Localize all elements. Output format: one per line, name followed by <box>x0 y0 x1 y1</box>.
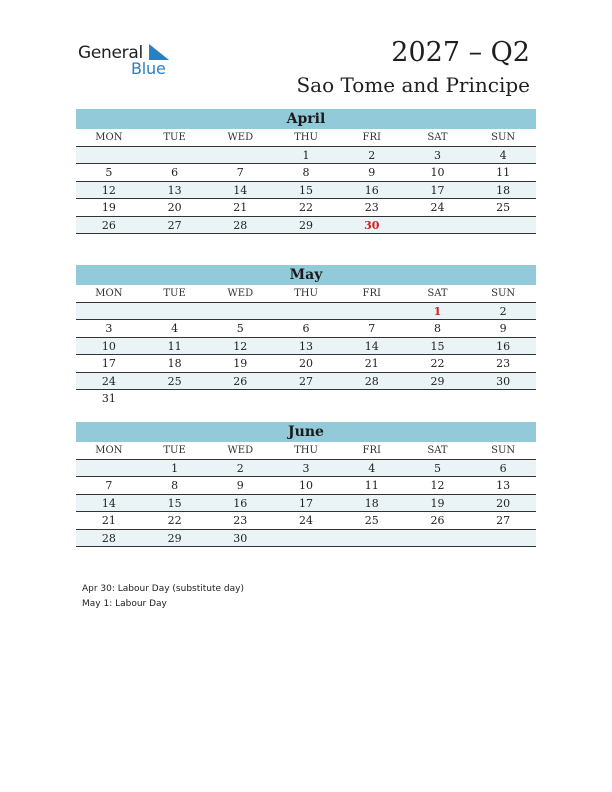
week-row <box>76 512 536 530</box>
day-cell: 26 <box>430 514 445 527</box>
country-subtitle: Sao Tome and Principe <box>296 73 530 97</box>
weekday-header-row <box>76 285 536 303</box>
day-cell: 4 <box>499 148 507 162</box>
week-row <box>76 477 536 495</box>
day-cell: 23 <box>496 357 511 370</box>
day-cell: 24 <box>299 514 314 527</box>
day-cell: 31 <box>101 392 116 405</box>
day-cell: 18 <box>496 183 511 197</box>
day-cell <box>142 303 208 320</box>
day-cell: 8 <box>302 166 310 179</box>
day-cell: 23 <box>233 514 248 527</box>
day-cell: 20 <box>167 201 182 214</box>
day-cell: 4 <box>171 322 179 335</box>
day-cell <box>273 303 339 320</box>
weekday-label: SUN <box>491 445 516 456</box>
day-cell: 29 <box>430 374 445 388</box>
weekday-label: WED <box>227 132 254 143</box>
weekday-label: MON <box>95 445 123 456</box>
week-row <box>76 495 536 513</box>
day-cell: 16 <box>233 496 248 510</box>
logo-blue-text: Blue <box>131 59 166 78</box>
logo-general-text: General <box>78 43 143 63</box>
weekday-label: SAT <box>427 288 448 299</box>
day-cell: 9 <box>368 166 376 179</box>
week-row <box>76 164 536 182</box>
day-cell: 8 <box>433 322 441 335</box>
day-cell: 26 <box>101 218 116 232</box>
day-cell: 3 <box>105 322 113 335</box>
day-cell: 13 <box>167 183 182 197</box>
day-cell: 15 <box>167 496 182 510</box>
day-cell <box>405 530 471 547</box>
day-cell <box>273 390 339 408</box>
month-june <box>76 422 536 547</box>
day-cell: 10 <box>101 339 116 353</box>
day-cell: 15 <box>430 339 445 353</box>
day-cell: 17 <box>101 357 116 370</box>
weekday-label: SAT <box>427 445 448 456</box>
day-cell: 12 <box>430 479 445 492</box>
month-april <box>76 109 536 234</box>
day-cell <box>339 303 405 320</box>
day-cell: 7 <box>368 322 376 335</box>
day-cell: 25 <box>496 201 511 214</box>
day-cell: 15 <box>299 183 314 197</box>
month-title: June <box>76 422 536 442</box>
day-cell: 6 <box>499 461 507 475</box>
day-cell: 10 <box>299 479 314 492</box>
week-row <box>76 530 536 548</box>
day-cell: 21 <box>101 514 116 527</box>
weekday-label: THU <box>294 288 318 299</box>
day-cell: 28 <box>364 374 379 388</box>
weekday-label: SUN <box>491 132 516 143</box>
day-cell <box>470 530 536 547</box>
day-cell <box>339 530 405 547</box>
week-row <box>76 355 536 373</box>
day-cell: 21 <box>364 357 379 370</box>
day-cell: 16 <box>496 339 511 353</box>
day-cell: 22 <box>430 357 445 370</box>
day-cell: 19 <box>430 496 445 510</box>
month-title: May <box>76 265 536 285</box>
day-cell: 19 <box>233 357 248 370</box>
day-cell: 16 <box>364 183 379 197</box>
day-cell: 13 <box>496 479 511 492</box>
day-cell <box>76 460 142 477</box>
day-cell <box>273 530 339 547</box>
day-cell: 2 <box>368 148 376 162</box>
day-cell <box>207 303 273 320</box>
week-row <box>76 460 536 478</box>
week-row <box>76 390 536 408</box>
calendar-grid <box>76 442 536 547</box>
weekday-label: FRI <box>362 288 381 299</box>
weekday-label: WED <box>227 445 254 456</box>
day-cell: 30 <box>364 218 380 232</box>
day-cell: 24 <box>101 374 116 388</box>
day-cell: 29 <box>167 531 182 545</box>
day-cell: 24 <box>430 201 445 214</box>
week-row <box>76 338 536 356</box>
day-cell: 7 <box>236 166 244 179</box>
weekday-label: SUN <box>491 288 516 299</box>
weekday-label: TUE <box>163 132 186 143</box>
logo <box>78 40 178 80</box>
day-cell: 13 <box>299 339 314 353</box>
week-row <box>76 199 536 217</box>
month-title: April <box>76 109 536 129</box>
day-cell <box>405 217 471 234</box>
holiday-notes <box>82 582 244 612</box>
day-cell: 3 <box>433 148 441 162</box>
day-cell <box>207 147 273 164</box>
weekday-label: MON <box>95 288 123 299</box>
holiday-note: May 1: Labour Day <box>82 599 167 609</box>
day-cell: 28 <box>233 218 248 232</box>
day-cell: 26 <box>233 374 248 388</box>
weekday-label: TUE <box>163 445 186 456</box>
page-title: 2027 – Q2 <box>391 37 530 68</box>
day-cell: 27 <box>496 514 511 527</box>
day-cell: 25 <box>364 514 379 527</box>
day-cell: 21 <box>233 201 248 214</box>
weekday-label: FRI <box>362 445 381 456</box>
day-cell: 12 <box>233 339 248 353</box>
day-cell: 6 <box>302 322 310 335</box>
day-cell: 25 <box>167 374 182 388</box>
day-cell: 22 <box>299 201 314 214</box>
day-cell: 18 <box>167 357 182 370</box>
day-cell: 29 <box>299 218 314 232</box>
logo-triangle-icon <box>149 44 169 60</box>
day-cell: 23 <box>364 201 379 214</box>
weekday-label: WED <box>227 288 254 299</box>
day-cell: 2 <box>236 461 244 475</box>
day-cell: 17 <box>299 496 314 510</box>
day-cell: 22 <box>167 514 182 527</box>
day-cell: 30 <box>496 374 511 388</box>
day-cell: 3 <box>302 461 310 475</box>
day-cell: 1 <box>433 304 442 318</box>
day-cell: 5 <box>433 461 441 475</box>
weekday-label: THU <box>294 445 318 456</box>
day-cell: 2 <box>499 304 507 318</box>
month-may <box>76 265 536 408</box>
day-cell <box>142 390 208 408</box>
weekday-label: SAT <box>427 132 448 143</box>
calendar-grid <box>76 129 536 234</box>
day-cell: 18 <box>364 496 379 510</box>
week-row <box>76 182 536 200</box>
day-cell <box>339 390 405 408</box>
day-cell <box>405 390 471 408</box>
day-cell: 20 <box>496 496 511 510</box>
day-cell: 5 <box>105 166 113 179</box>
day-cell: 27 <box>167 218 182 232</box>
day-cell: 28 <box>101 531 116 545</box>
day-cell: 5 <box>236 322 244 335</box>
day-cell: 14 <box>364 339 379 353</box>
week-row <box>76 147 536 165</box>
week-row <box>76 303 536 321</box>
weekday-label: FRI <box>362 132 381 143</box>
day-cell <box>76 147 142 164</box>
day-cell <box>470 390 536 408</box>
holiday-note: Apr 30: Labour Day (substitute day) <box>82 584 244 594</box>
week-row <box>76 217 536 235</box>
day-cell <box>76 303 142 320</box>
day-cell: 8 <box>171 479 179 492</box>
weekday-header-row <box>76 129 536 147</box>
weekday-header-row <box>76 442 536 460</box>
day-cell: 9 <box>236 479 244 492</box>
day-cell: 30 <box>233 531 248 545</box>
day-cell: 4 <box>368 461 376 475</box>
weekday-label: TUE <box>163 288 186 299</box>
day-cell <box>470 217 536 234</box>
weekday-label: MON <box>95 132 123 143</box>
day-cell: 20 <box>299 357 314 370</box>
weekday-label: THU <box>294 132 318 143</box>
day-cell: 27 <box>299 374 314 388</box>
day-cell: 1 <box>302 148 310 162</box>
day-cell: 12 <box>101 183 116 197</box>
day-cell: 14 <box>233 183 248 197</box>
calendar-grid <box>76 285 536 408</box>
day-cell <box>142 147 208 164</box>
day-cell: 1 <box>171 461 179 475</box>
day-cell: 11 <box>496 166 511 179</box>
day-cell: 11 <box>364 479 379 492</box>
day-cell: 7 <box>105 479 113 492</box>
day-cell: 19 <box>101 201 116 214</box>
day-cell: 6 <box>171 166 179 179</box>
day-cell: 17 <box>430 183 445 197</box>
day-cell: 10 <box>430 166 445 179</box>
week-row <box>76 373 536 391</box>
week-row <box>76 320 536 338</box>
day-cell <box>207 390 273 408</box>
day-cell: 9 <box>499 322 507 335</box>
day-cell: 14 <box>101 496 116 510</box>
day-cell: 11 <box>167 339 182 353</box>
